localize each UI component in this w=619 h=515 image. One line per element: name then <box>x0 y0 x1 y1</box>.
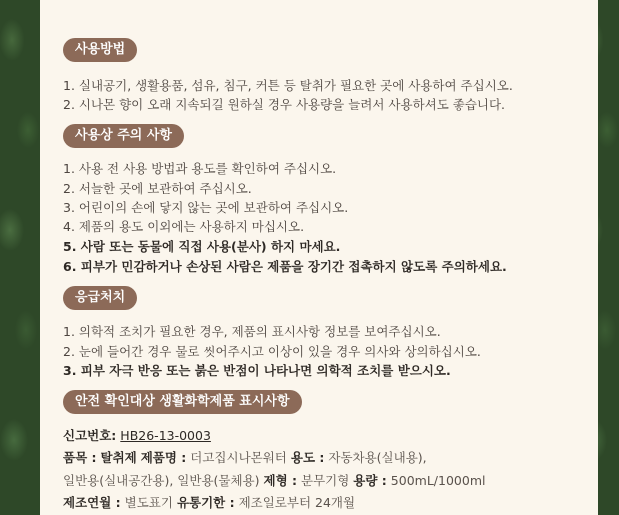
leaf-background-left <box>0 0 40 515</box>
report-number-row <box>63 428 211 444</box>
caution-item: 2. 서늘한 곳에 보관하여 주십시오. <box>63 181 252 196</box>
caution-item: 3. 어린이의 손에 닿지 않는 곳에 보관하여 주십시오. <box>63 200 349 215</box>
caution-item: 1. 사용 전 사용 방법과 용도를 확인하여 주십시오. <box>63 161 337 176</box>
caution-item: 4. 제품의 용도 이외에는 사용하지 마십시오. <box>63 219 305 234</box>
report-number-value: HB26-13-0003 <box>120 428 211 443</box>
report-number-label: 신고번호: <box>63 428 117 443</box>
caution-section-title: 사용상 주의 사항 <box>63 124 184 148</box>
maker-label: 제조연월 : <box>63 495 121 510</box>
label-panel <box>40 0 598 515</box>
first-aid-item: 1. 의학적 조치가 필요한 경우, 제품의 표시사항 정보를 보여주십시오. <box>63 324 441 339</box>
volume-value: 500mL/1000ml <box>390 473 486 488</box>
form-value: 분무기형 <box>301 473 350 488</box>
item-value: 탈취제 <box>100 450 137 465</box>
expiry-value: 제조일로부터 24개월 <box>238 495 356 510</box>
form-label: 제형 : <box>263 473 298 488</box>
usage-section-title: 사용방법 <box>63 38 137 62</box>
item-label: 품목 : <box>63 450 97 465</box>
product-info-row <box>63 450 427 466</box>
first-aid-section-title: 응급처치 <box>63 286 137 310</box>
name-label: 제품명 : <box>140 450 187 465</box>
use-label: 용도 : <box>290 450 325 465</box>
use-value-1: 자동차용(실내용), <box>328 450 427 465</box>
caution-item-warning: 5. 사람 또는 동물에 직접 사용(분사) 하지 마세요. <box>63 239 341 254</box>
volume-label: 용량 : <box>353 473 387 488</box>
first-aid-item: 2. 눈에 들어간 경우 물로 씻어주시고 이상이 있을 경우 의사와 상의하십시오. <box>63 344 481 359</box>
use-form-row <box>63 473 485 489</box>
maker-value: 별도표기 <box>124 495 173 510</box>
safety-info-title: 안전 확인대상 생활화학제품 표시사항 <box>63 390 302 414</box>
usage-item: 2. 시나몬 향이 오래 지속되길 원하실 경우 사용량을 늘려서 사용하셔도 좋습니다. <box>63 97 506 112</box>
name-value: 더고집시나몬워터 <box>190 450 287 465</box>
caution-item-warning: 6. 피부가 민감하거나 손상된 사람은 제품을 장기간 접촉하지 않도록 주의하세요. <box>63 259 507 274</box>
first-aid-item-warning: 3. 피부 자극 반응 또는 붉은 반점이 나타나면 의학적 조치를 받으시오. <box>63 363 451 378</box>
usage-item: 1. 실내공기, 생활용품, 섬유, 침구, 커튼 등 탈취가 필요한 곳에 사용하여 주십시오. <box>63 78 513 93</box>
expiry-label: 유통기한 : <box>176 495 235 510</box>
manufacture-row <box>63 495 355 511</box>
use-value-2: 일반용(실내공간용), 일반용(물체용) <box>63 473 260 488</box>
